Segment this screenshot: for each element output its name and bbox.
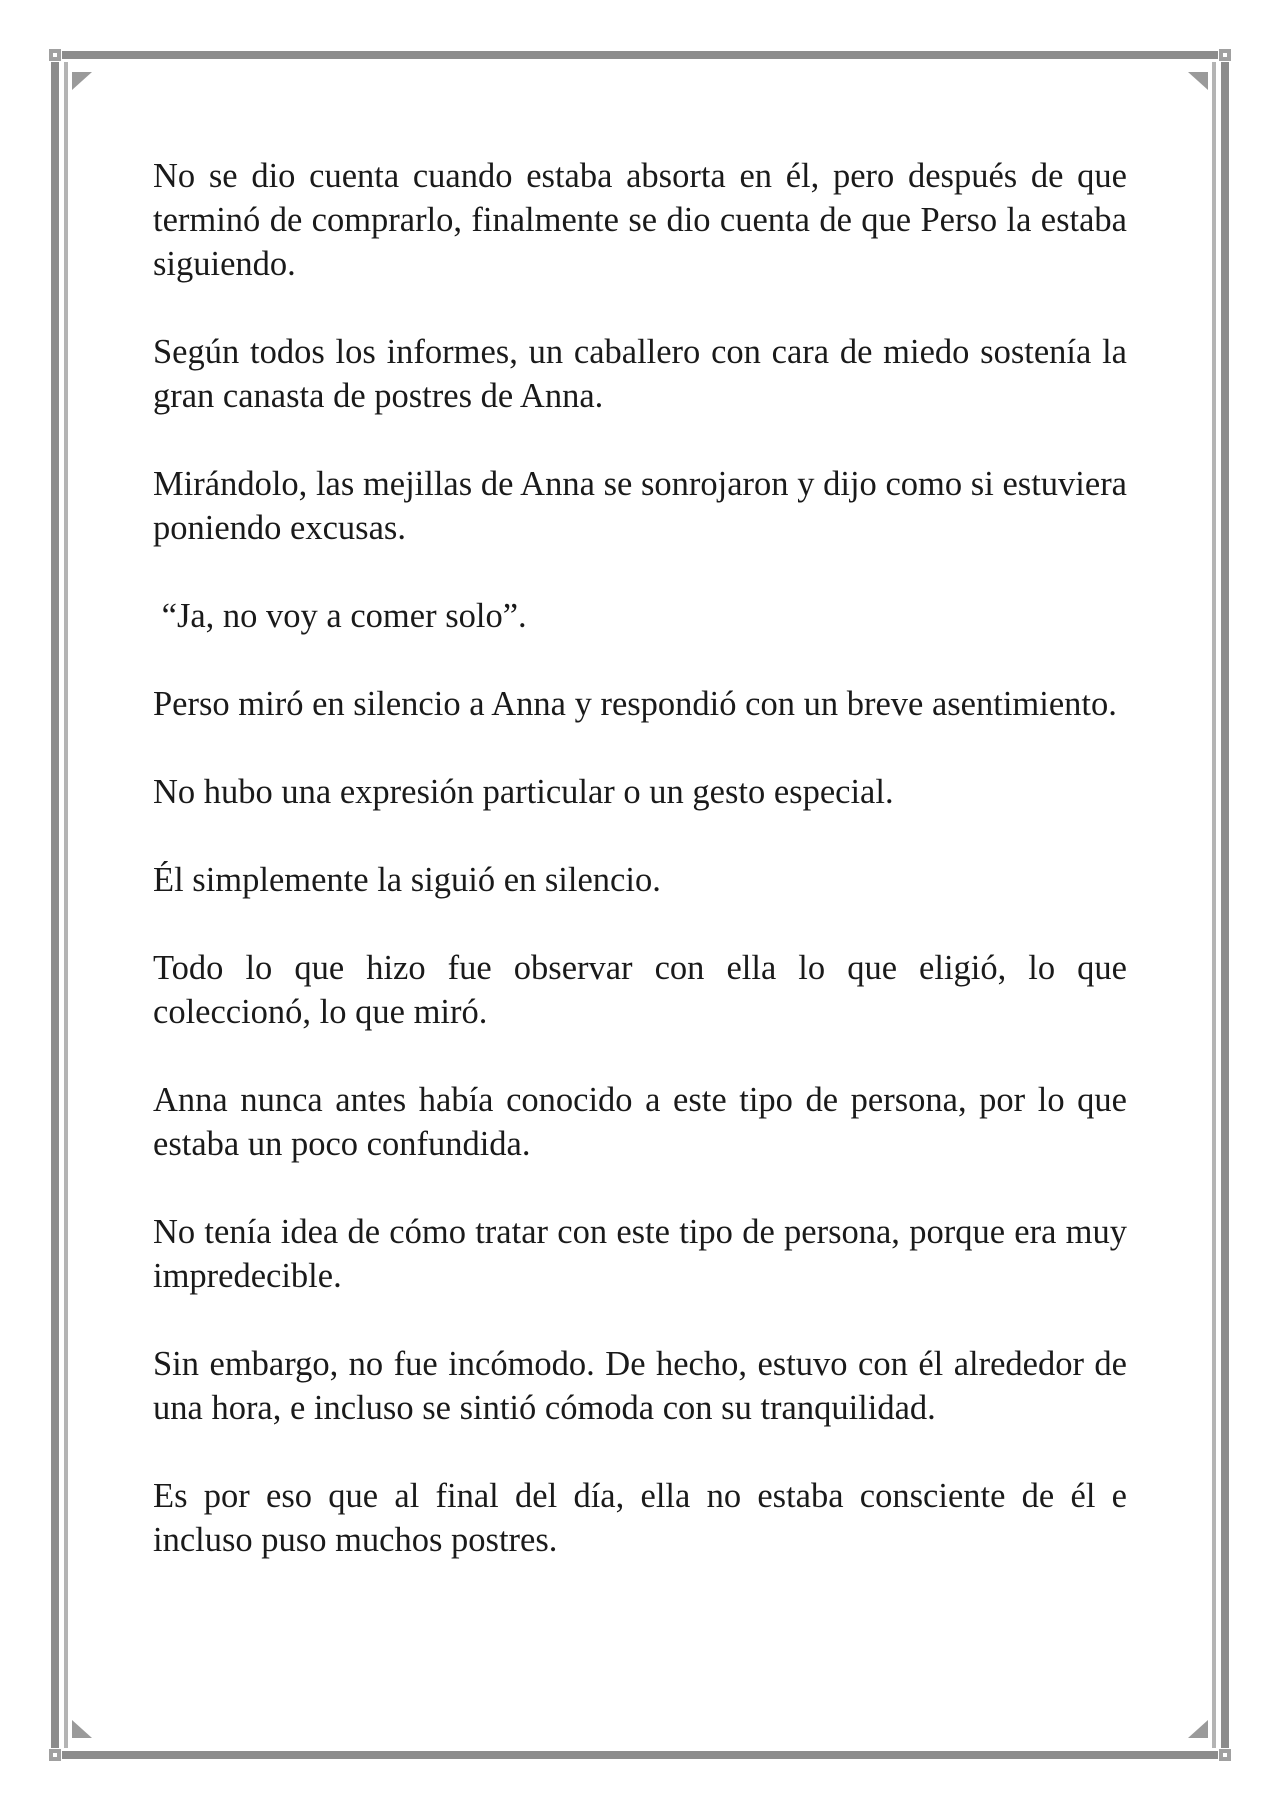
paragraph: Todo lo que hizo fue observar con ella lo que eligió, lo que coleccionó, lo que miró. xyxy=(153,949,1127,1031)
paragraph: No se dio cuenta cuando estaba absorta en él, pero después de que terminó de comprarlo, finalmente se dio cuenta de que Perso la estaba siguiendo. xyxy=(153,157,1127,283)
paragraph: Perso miró en silencio a Anna y respondió con un breve asentimiento. xyxy=(153,685,1117,723)
page-body-text xyxy=(153,154,1127,1562)
paragraph: Es por eso que al final del día, ella no estaba consciente de él e incluso puso muchos postres. xyxy=(153,1477,1127,1559)
paragraph: Anna nunca antes había conocido a este tipo de persona, por lo que estaba un poco confundida. xyxy=(153,1081,1127,1163)
paragraph: “Ja, no voy a comer solo”. xyxy=(153,597,527,635)
paragraph: No tenía idea de cómo tratar con este tipo de persona, porque era muy impredecible. xyxy=(153,1213,1127,1295)
paragraph: Mirándolo, las mejillas de Anna se sonrojaron y dijo como si estuviera poniendo excusas. xyxy=(153,465,1127,547)
paragraph: Sin embargo, no fue incómodo. De hecho, estuvo con él alrededor de una hora, e incluso se sintió cómoda con su tranquilidad. xyxy=(153,1345,1127,1427)
paragraph: Él simplemente la siguió en silencio. xyxy=(153,861,661,899)
paragraph: Según todos los informes, un caballero con cara de miedo sostenía la gran canasta de postres de Anna. xyxy=(153,333,1127,415)
paragraph: No hubo una expresión particular o un gesto especial. xyxy=(153,773,894,811)
